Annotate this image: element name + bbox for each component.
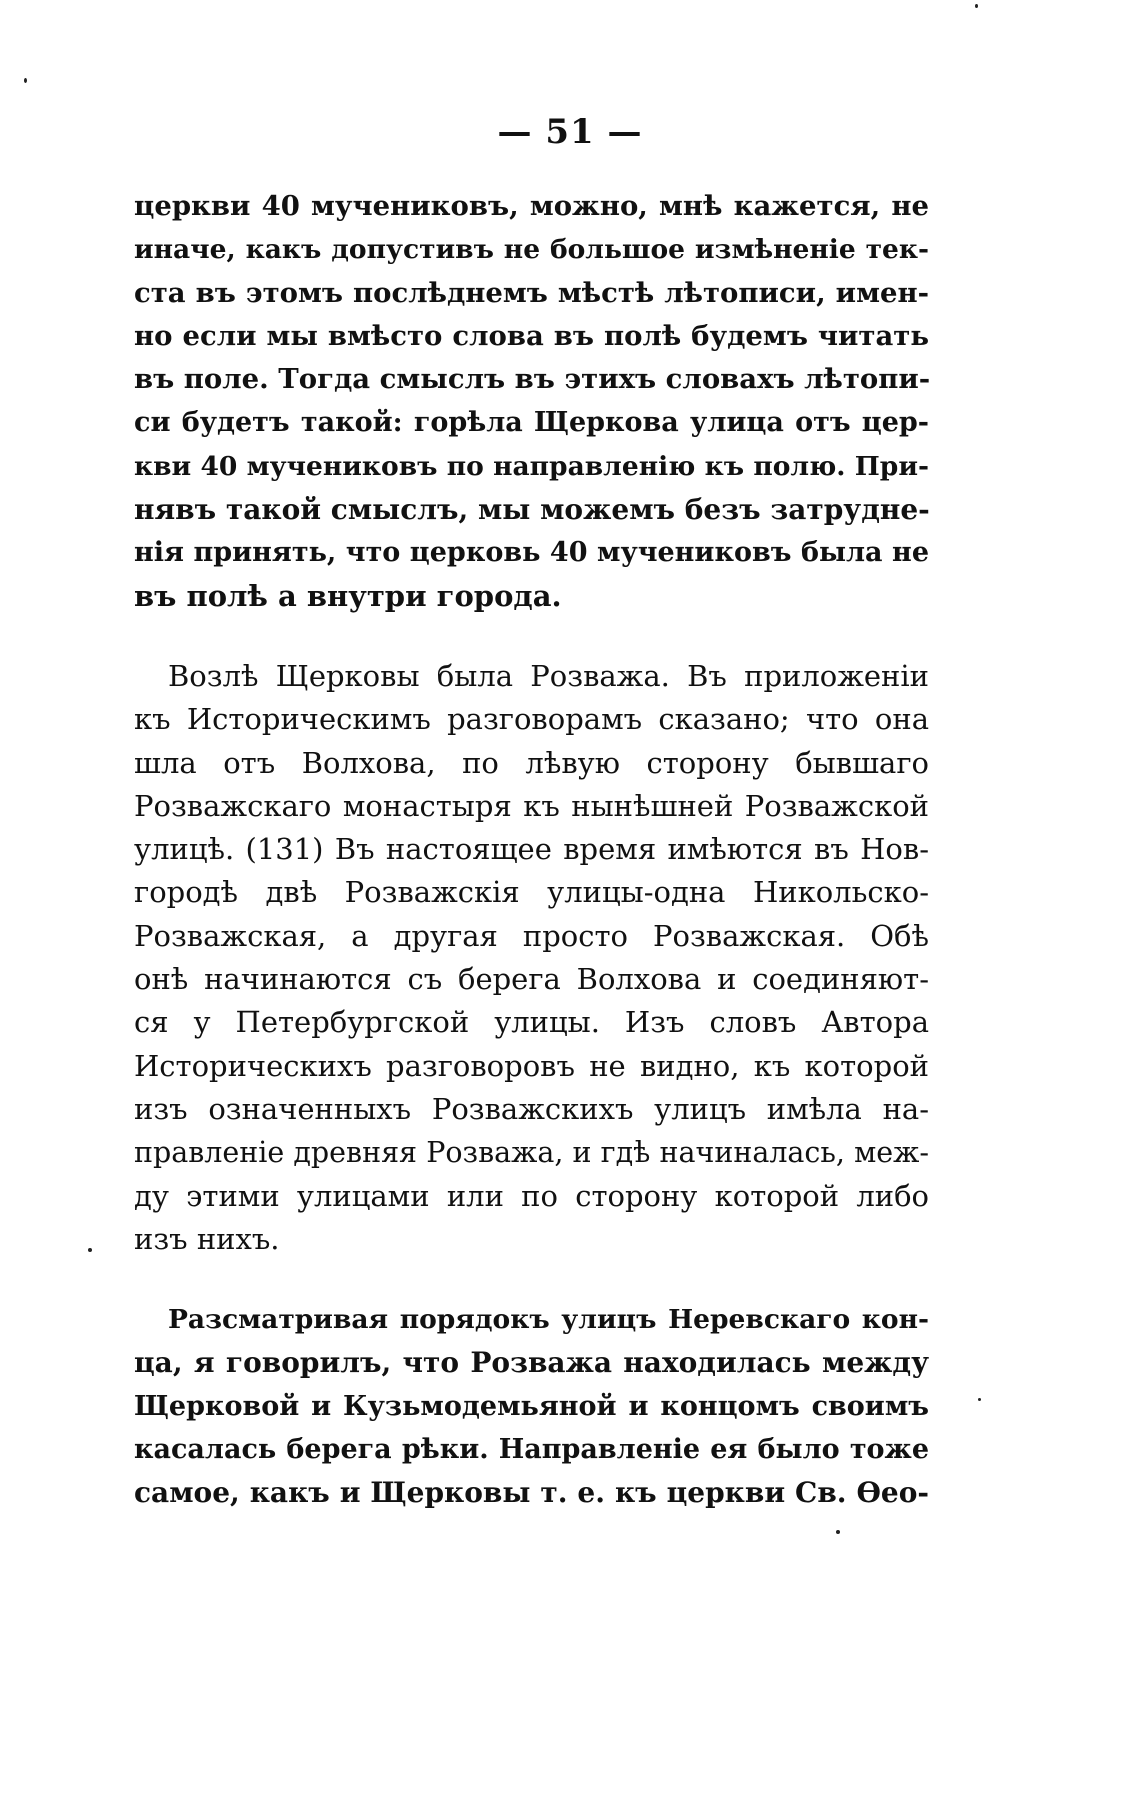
scan-speck [978,1398,981,1401]
scan-speck [836,1530,840,1534]
text-line: ду этими улицами или по сторону которой либо [134,1178,929,1213]
paragraph-1 [134,185,929,618]
text-line: онѣ начинаются съ берега Волхова и соединяют- [134,962,929,997]
text-line: самое, какъ и Щерковы т. е. къ церкви Св. Ѳео- [134,1476,929,1510]
text-line: ца, я говорилъ, что Розважа находилась между [134,1346,929,1380]
paragraph-3 [134,1298,929,1514]
text-line: въ полѣ а внутри города. [134,578,562,613]
text-line: Историческихъ разговоровъ не видно, къ которой [134,1048,929,1083]
paragraph-2 [134,655,929,1261]
scan-speck [24,78,27,83]
text-line: нявъ такой смыслъ, мы можемъ безъ затрудне- [134,493,930,527]
text-line: кви 40 мучениковъ по направленію къ полю. При- [134,450,929,482]
text-line: къ Историческимъ разговорамъ сказано; что она [134,702,929,737]
text-line: ста въ этомъ послѣднемъ мѣстѣ лѣтописи, имен- [134,276,929,309]
text-line: Розважская, а другая просто Розважская. Обѣ [134,918,929,953]
text-line: изъ нихъ. [134,1221,280,1256]
text-line: въ поле. Тогда смыслъ въ этихъ словахъ лѣтопи- [134,363,931,396]
page-number: — 51 — [497,112,643,152]
text-line: Щерковой и Кузьмодемьяной и концомъ своимъ [134,1390,929,1422]
text-line: улицѣ. (131) Въ настоящее время имѣются въ Нов- [134,832,929,867]
text-line: ся у Петербургской улицы. Изъ словъ Автора [134,1005,929,1040]
scan-speck [975,4,978,8]
text-line: правленіе древняя Розважа, и гдѣ начиналась, меж- [134,1136,929,1170]
text-line: Разсматривая порядокъ улицъ Неревскаго кон- [168,1304,929,1336]
text-line: иначе, какъ допустивъ не большое измѣненіе тек- [134,234,929,266]
text-line: си будетъ такой: горѣла Щеркова улица отъ цер- [134,407,929,439]
text-line: изъ означенныхъ Розважскихъ улицъ имѣла на- [134,1091,929,1126]
text-line: Розважскаго монастыря къ нынѣшней Розважской [134,788,929,823]
text-line: городѣ двѣ Розважскія улицы-одна Никольско- [134,875,929,910]
text-line: касалась берега рѣки. Направленіе ея было тоже [134,1434,929,1466]
text-line: Возлѣ Щерковы была Розважа. Въ приложеніи [168,658,929,693]
text-line: но если мы вмѣсто слова въ полѣ будемъ читать [134,319,929,352]
page-body-text [134,185,929,1515]
scan-speck [88,1248,92,1252]
text-line: церкви 40 мучениковъ, можно, мнѣ кажется, не [134,190,929,222]
text-line: нія принять, что церковь 40 мучениковъ была не [134,537,929,569]
text-line: шла отъ Волхова, по лѣвую сторону бывшаго [134,745,929,780]
